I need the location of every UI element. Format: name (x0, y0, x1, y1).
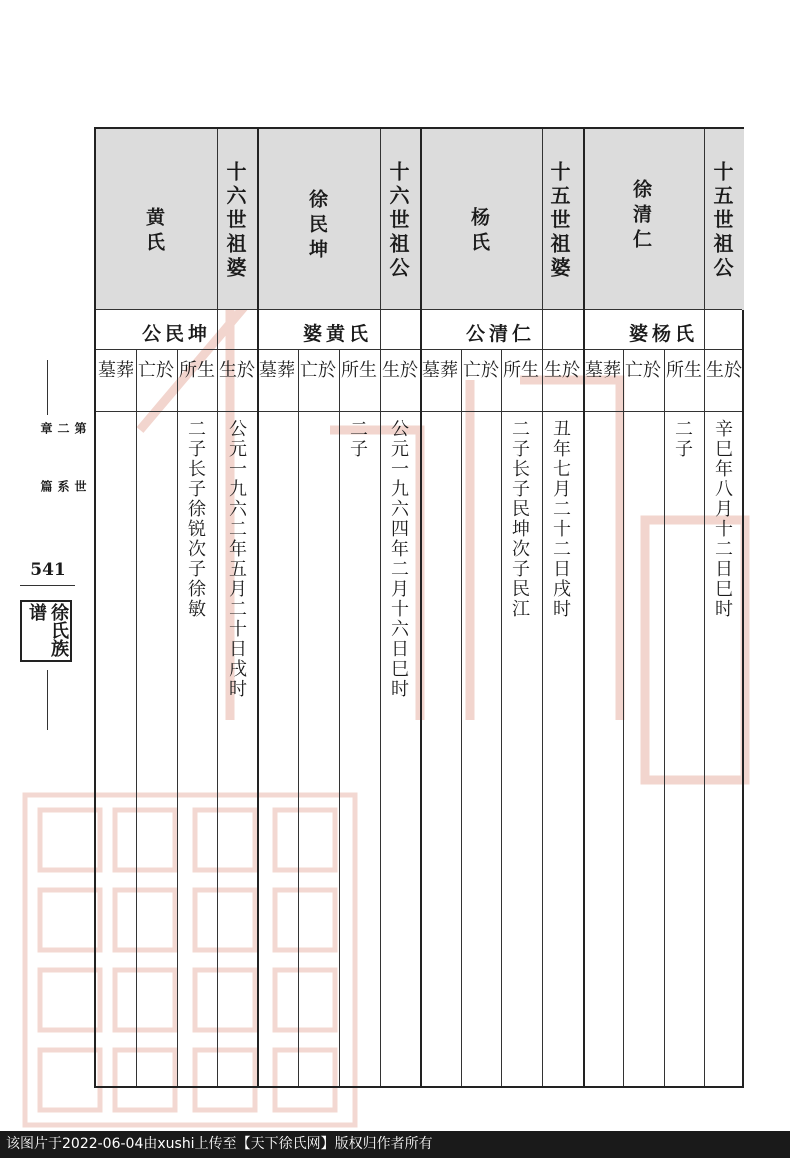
row-label: 所生 (179, 360, 215, 381)
row-label: 墓葬 (98, 360, 134, 381)
row-value: 公元一九六四年二月十六日巳时 (388, 419, 409, 699)
person-name: 徐民坤 (306, 189, 328, 264)
row-label: 生於 (219, 360, 255, 381)
row-label: 墓葬 (585, 360, 621, 381)
row-label: 亡於 (625, 360, 661, 381)
row-label: 生於 (382, 360, 418, 381)
spouse-label: 氏杨婆 (628, 323, 698, 345)
row-label: 亡於 (138, 360, 174, 381)
row-value: 二子 (672, 419, 693, 459)
row-label: 墓葬 (259, 360, 295, 381)
row-value: 二子长子民坤次子民江 (509, 419, 530, 619)
chapter-label: 第二章 (39, 422, 87, 436)
person-name: 杨氏 (468, 207, 490, 257)
row-value: 丑年七月二十二日戌时 (550, 419, 571, 619)
person-name: 黄氏 (143, 207, 165, 257)
row-label: 生於 (544, 360, 580, 381)
spouse-label: 坤民公 (141, 323, 211, 345)
row-label: 生於 (706, 360, 742, 381)
row-label: 亡於 (463, 360, 499, 381)
spouse-label: 氏黄婆 (302, 323, 372, 345)
generation-title: 十六世祖公 (386, 161, 410, 281)
generation-title: 十五世祖公 (710, 161, 734, 281)
row-value: 公元一九六二年五月二十日戌时 (226, 419, 247, 699)
page-number: 541 (30, 560, 66, 580)
section-label: 世系篇 (39, 480, 87, 494)
copyright-footer: 该图片于2022-06-04由xushi上传至【天下徐氏网】版权归作者所有 (0, 1131, 790, 1158)
row-label: 所生 (666, 360, 702, 381)
row-label: 亡於 (300, 360, 336, 381)
spouse-label: 仁清公 (465, 323, 535, 345)
row-value: 二子 (347, 419, 368, 459)
book-logo: 徐氏族谱 (20, 600, 72, 662)
generation-title: 十六世祖婆 (223, 161, 247, 281)
genealogy-table (94, 127, 744, 1088)
row-value: 辛巳年八月十二日巳时 (712, 419, 733, 619)
row-value: 二子长子徐锐次子徐敏 (185, 419, 206, 619)
person-name: 徐清仁 (630, 179, 652, 254)
row-label: 所生 (341, 360, 377, 381)
row-label: 所生 (503, 360, 539, 381)
generation-title: 十五世祖婆 (547, 161, 571, 281)
row-label: 墓葬 (422, 360, 458, 381)
